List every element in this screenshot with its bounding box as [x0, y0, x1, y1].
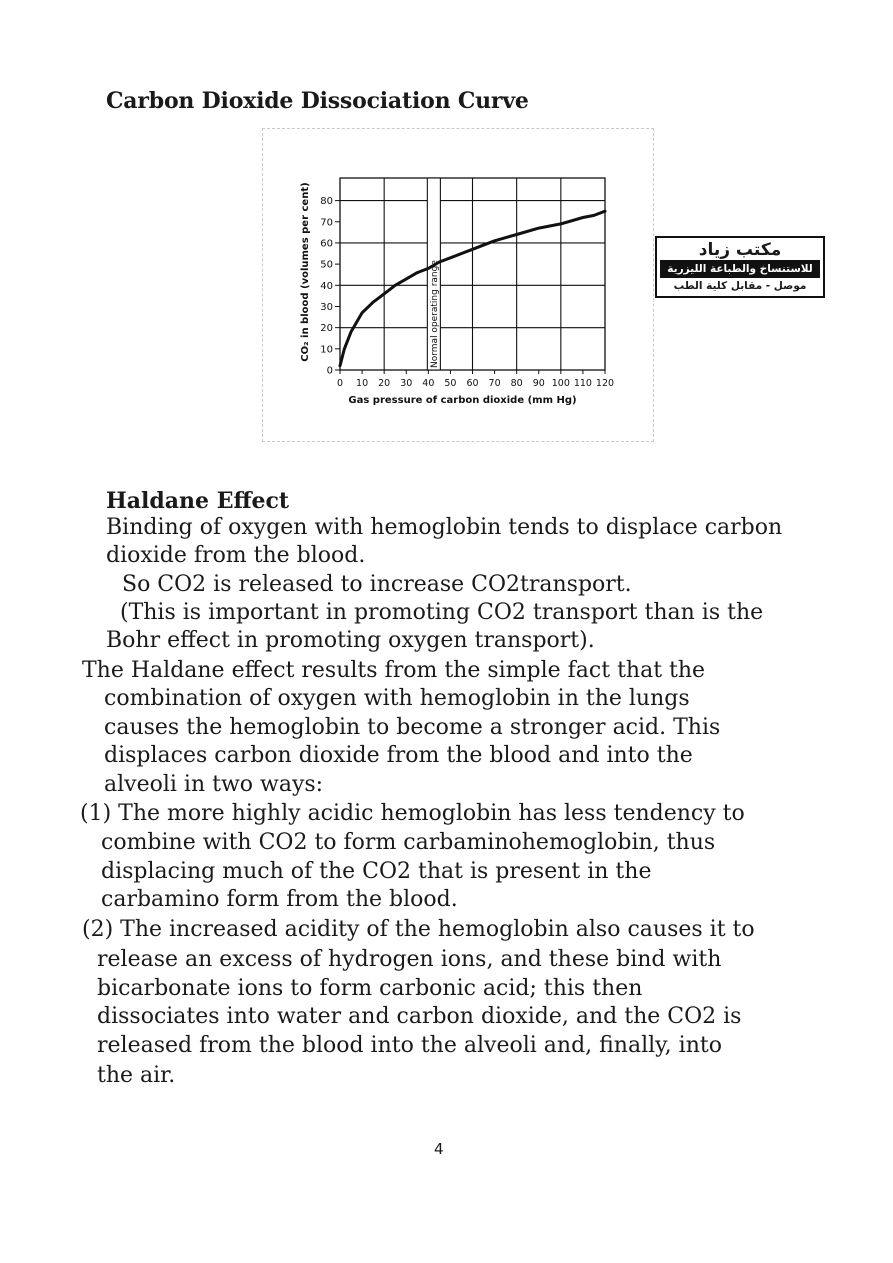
- stamp-address: موصل - مقابل كلية الطب: [673, 280, 807, 292]
- office-stamp: [655, 236, 825, 298]
- y-tick-label: 60: [320, 238, 333, 250]
- section-heading: Haldane Effect: [106, 488, 290, 514]
- co2-dissociation-chart: [290, 160, 620, 410]
- paragraph-line: bicarbonate ions to form carbonic acid; this then: [97, 976, 643, 1001]
- paragraph-line: displaces carbon dioxide from the blood and into the: [104, 743, 693, 768]
- x-tick-label: 50: [444, 378, 457, 389]
- paragraph-line: dissociates into water and carbon dioxide, and the CO2 is: [97, 1004, 742, 1029]
- y-tick-label: 80: [320, 196, 333, 208]
- x-tick-label: 60: [466, 378, 479, 389]
- x-tick-label: 10: [356, 378, 369, 389]
- paragraph-line: So CO2 is released to increase CO2transport.: [122, 572, 632, 597]
- paragraph-line: The Haldane effect results from the simple fact that the: [82, 658, 706, 683]
- x-tick-label: 70: [488, 378, 501, 389]
- y-tick-label: 20: [320, 323, 333, 335]
- y-tick-label: 40: [320, 280, 333, 292]
- y-axis-label: CO₂ in blood (volumes per cent): [300, 182, 311, 362]
- y-tick-label: 30: [320, 301, 333, 313]
- paragraph-line: combination of oxygen with hemoglobin in the lungs: [104, 686, 690, 711]
- y-tick-label: 10: [320, 344, 333, 356]
- normal-range-label: Normal operating range: [429, 260, 440, 368]
- paragraph-line: release an excess of hydrogen ions, and these bind with: [97, 947, 722, 972]
- stamp-title: مكتب زياد: [698, 240, 782, 260]
- y-tick-label: 50: [320, 259, 333, 271]
- x-tick-label: 90: [532, 378, 545, 389]
- x-tick-label: 80: [510, 378, 523, 389]
- x-tick-label: 110: [573, 378, 592, 389]
- paragraph-line: (This is important in promoting CO2 transport than is the: [120, 600, 764, 625]
- paragraph-line: the air.: [97, 1063, 176, 1088]
- page-title: Carbon Dioxide Dissociation Curve: [106, 88, 529, 114]
- y-tick-label: 70: [320, 217, 333, 229]
- paragraph-line: released from the blood into the alveoli and, finally, into: [97, 1033, 722, 1058]
- x-tick-label: 20: [378, 378, 391, 389]
- paragraph-line: dioxide from the blood.: [106, 543, 366, 568]
- x-tick-label: 120: [595, 378, 615, 389]
- paragraph-line: Binding of oxygen with hemoglobin tends to displace carbon: [106, 515, 783, 540]
- paragraph-line: carbamino form from the blood.: [101, 887, 458, 912]
- paragraph-line: displacing much of the CO2 that is present in the: [101, 859, 652, 884]
- stamp-subtitle: للاستنساخ والطباعة الليزرية: [660, 260, 820, 278]
- paragraph-line: causes the hemoglobin to become a stronger acid. This: [104, 715, 721, 740]
- x-tick-label: 100: [551, 378, 570, 389]
- x-tick-label: 30: [400, 378, 413, 389]
- x-tick-label: 40: [422, 378, 435, 389]
- paragraph-line: Bohr effect in promoting oxygen transport).: [106, 628, 595, 653]
- paragraph-line: alveoli in two ways:: [104, 772, 324, 797]
- x-axis-label: Gas pressure of carbon dioxide (mm Hg): [348, 395, 577, 406]
- x-tick-label: 0: [336, 378, 344, 389]
- paragraph-line: combine with CO2 to form carbaminohemoglobin, thus: [101, 830, 716, 855]
- paragraph-line: (2) The increased acidity of the hemoglobin also causes it to: [82, 917, 755, 942]
- y-tick-label: 0: [326, 365, 333, 377]
- paragraph-line: (1) The more highly acidic hemoglobin has less tendency to: [80, 801, 745, 826]
- page-number: 4: [434, 1140, 444, 1158]
